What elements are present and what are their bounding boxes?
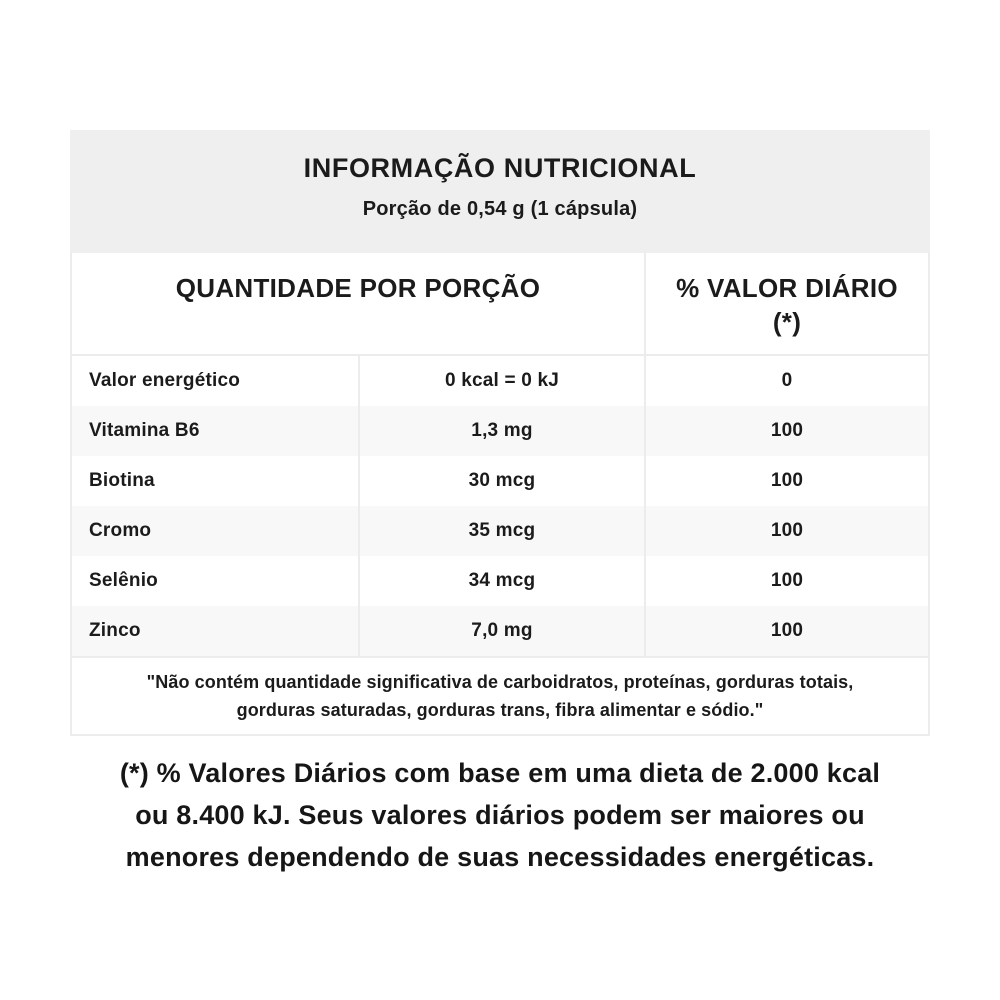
note-line-2: gorduras saturadas, gorduras trans, fibra alimentar e sódio." <box>236 700 764 720</box>
nutrition-table <box>70 253 930 736</box>
nutrition-panel <box>70 130 930 736</box>
table-row <box>72 556 928 606</box>
daily-values-footnote <box>40 752 960 878</box>
nutrient-name: Vitamina B6 <box>89 420 200 441</box>
footnote-line-1: (*) % Valores Diários com base em uma dieta de 2.000 kcal <box>119 758 881 788</box>
nutrient-amount: 34 mcg <box>358 556 644 606</box>
nutrient-name: Zinco <box>89 620 141 641</box>
serving-size: Porção de 0,54 g (1 cápsula) <box>362 198 638 220</box>
nutrient-name: Valor energético <box>89 370 241 391</box>
table-header-row <box>72 253 928 356</box>
table-row <box>72 606 928 656</box>
no-significant-amounts-note <box>72 656 928 734</box>
nutrient-name: Biotina <box>89 470 155 491</box>
nutrient-amount: 1,3 mg <box>358 406 644 456</box>
nutrient-name: Selênio <box>89 570 158 591</box>
nutrient-amount: 30 mcg <box>358 456 644 506</box>
label-header <box>70 130 930 253</box>
table-row <box>72 456 928 506</box>
table-row <box>72 356 928 406</box>
page-title: INFORMAÇÃO NUTRICIONAL <box>303 153 697 183</box>
nutrient-name: Cromo <box>89 520 152 541</box>
nutrient-dv: 100 <box>644 556 928 606</box>
nutrient-dv: 100 <box>644 606 928 656</box>
nutrient-dv: 100 <box>644 506 928 556</box>
footnote-line-2: ou 8.400 kJ. Seus valores diários podem ser maiores ou <box>135 800 865 830</box>
nutrient-amount: 7,0 mg <box>358 606 644 656</box>
column-header-quantity: QUANTIDADE POR PORÇÃO <box>175 273 541 303</box>
nutrient-amount: 0 kcal = 0 kJ <box>358 356 644 406</box>
nutrient-dv: 100 <box>644 456 928 506</box>
nutrient-amount: 35 mcg <box>358 506 644 556</box>
note-line-1: "Não contém quantidade significativa de carboidratos, proteínas, gorduras totais, <box>146 672 854 692</box>
column-header-daily-value <box>644 253 928 354</box>
column-header-daily-value-line2: (*) <box>772 307 802 337</box>
table-row <box>72 406 928 456</box>
nutrient-dv: 100 <box>644 406 928 456</box>
table-row <box>72 506 928 556</box>
table-body <box>72 356 928 656</box>
column-header-daily-value-line1: % VALOR DIÁRIO <box>676 273 898 303</box>
footnote-line-3: menores dependendo de suas necessidades energéticas. <box>125 842 875 872</box>
nutrient-dv: 0 <box>644 356 928 406</box>
